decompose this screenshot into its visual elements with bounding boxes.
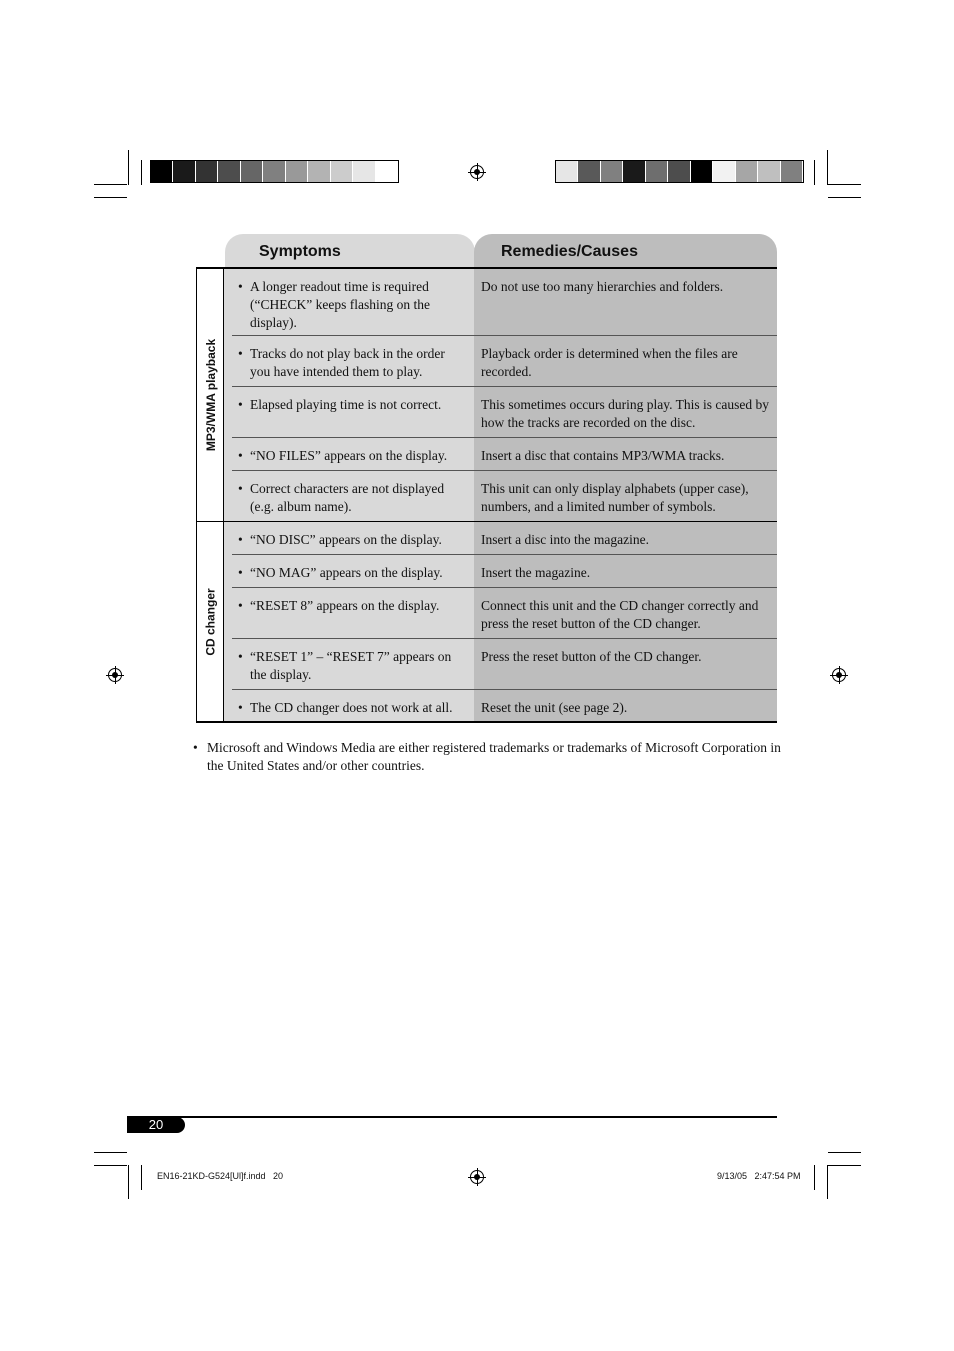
color-swatch bbox=[376, 161, 398, 182]
registration-target-icon bbox=[470, 1170, 484, 1184]
remedy-cell: Press the reset button of the CD changer. bbox=[474, 639, 777, 689]
bullet-icon: • bbox=[238, 481, 243, 496]
remedy-cell: Reset the unit (see page 2). bbox=[474, 690, 777, 721]
remedy-cell: Playback order is determined when the files are recorded. bbox=[474, 336, 777, 386]
color-swatch bbox=[151, 161, 173, 182]
remedy-cell: This unit can only display alphabets (upper case), numbers, and a limited number of symbols. bbox=[474, 471, 777, 521]
color-swatch bbox=[263, 161, 285, 182]
crop-mark bbox=[94, 184, 127, 185]
bullet-icon: • bbox=[238, 279, 243, 294]
color-swatch bbox=[713, 161, 735, 182]
color-swatch bbox=[353, 161, 375, 182]
symptom-cell bbox=[232, 269, 474, 335]
bullet-icon: • bbox=[238, 598, 243, 613]
bullet-icon: • bbox=[238, 565, 243, 580]
bullet-icon: • bbox=[238, 532, 243, 547]
table-row bbox=[232, 555, 777, 587]
crop-mark bbox=[128, 150, 129, 185]
crop-mark bbox=[141, 160, 142, 185]
color-swatch bbox=[173, 161, 195, 182]
color-swatch bbox=[241, 161, 263, 182]
crop-mark bbox=[94, 197, 127, 198]
symptom-text: “NO FILES” appears on the display. bbox=[250, 448, 448, 463]
bullet-icon: • bbox=[238, 397, 243, 412]
symptom-text: A longer readout time is required (“CHECK” keeps flashing on the display). bbox=[250, 279, 430, 330]
symptom-cell bbox=[232, 588, 474, 638]
symptom-text: “NO MAG” appears on the display. bbox=[250, 565, 443, 580]
section-label-text: CD changer bbox=[204, 587, 219, 656]
remedy-cell: Insert a disc that contains MP3/WMA tracks. bbox=[474, 438, 777, 470]
symptom-cell bbox=[232, 555, 474, 587]
crop-mark bbox=[828, 1152, 861, 1153]
bullet-icon: • bbox=[238, 649, 243, 664]
symptom-cell bbox=[232, 690, 474, 721]
symptom-cell bbox=[232, 438, 474, 470]
crop-mark bbox=[828, 184, 861, 185]
remedy-cell: This sometimes occurs during play. This is caused by how the tracks are recorded on the disc. bbox=[474, 387, 777, 437]
table-row bbox=[232, 588, 777, 638]
remedy-cell: Connect this unit and the CD changer correctly and press the reset button of the CD changer. bbox=[474, 588, 777, 638]
crop-mark bbox=[827, 1165, 828, 1199]
registration-target-icon bbox=[832, 668, 846, 682]
table-filler bbox=[224, 269, 232, 721]
table-row bbox=[232, 639, 777, 689]
color-swatch bbox=[623, 161, 645, 182]
section-label-cd-changer bbox=[197, 522, 225, 721]
footer-rule bbox=[127, 1116, 777, 1118]
remedies-header: Remedies/Causes bbox=[474, 234, 777, 268]
crop-mark bbox=[94, 1165, 127, 1166]
table-row bbox=[232, 438, 777, 470]
table-row bbox=[232, 522, 777, 554]
symptom-text: Elapsed playing time is not correct. bbox=[250, 397, 442, 412]
crop-mark bbox=[828, 197, 861, 198]
color-swatch bbox=[556, 161, 578, 182]
bullet-icon: • bbox=[238, 700, 243, 715]
page-number: 20 bbox=[127, 1117, 185, 1133]
symptoms-header: Symptoms bbox=[225, 234, 475, 268]
registration-target-icon bbox=[108, 668, 122, 682]
color-swatch bbox=[196, 161, 218, 182]
symptom-cell bbox=[232, 387, 474, 437]
symptom-cell bbox=[232, 522, 474, 554]
color-swatch bbox=[578, 161, 600, 182]
color-swatch bbox=[758, 161, 780, 182]
crop-mark bbox=[94, 1152, 127, 1153]
table-row bbox=[232, 387, 777, 437]
symptom-text: “RESET 8” appears on the display. bbox=[250, 598, 440, 613]
color-swatch bbox=[331, 161, 353, 182]
section-label-text: MP3/WMA playback bbox=[204, 338, 218, 452]
registration-target-icon bbox=[470, 165, 484, 179]
bullet-icon: • bbox=[238, 448, 243, 463]
color-calibration-bar bbox=[150, 160, 399, 183]
table-row bbox=[232, 690, 777, 721]
symptom-cell bbox=[232, 471, 474, 521]
bullet-icon: • bbox=[238, 346, 243, 361]
color-swatch bbox=[691, 161, 713, 182]
crop-mark bbox=[827, 150, 828, 185]
symptom-text: “NO DISC” appears on the display. bbox=[250, 532, 442, 547]
trademark-footnote bbox=[193, 739, 783, 775]
section-label-mp3-wma bbox=[197, 269, 225, 521]
table-row bbox=[232, 269, 777, 335]
slug-timestamp: 9/13/05 2:47:54 PM bbox=[717, 1171, 801, 1181]
crop-mark bbox=[141, 1165, 142, 1190]
symptom-cell bbox=[232, 639, 474, 689]
remedy-cell: Insert the magazine. bbox=[474, 555, 777, 587]
crop-mark bbox=[814, 160, 815, 185]
bullet-icon: • bbox=[193, 740, 198, 755]
crop-mark bbox=[128, 1165, 129, 1199]
footnote-text: Microsoft and Windows Media are either registered trademarks or trademarks of Microsoft Corporation in the United States and/or other countries. bbox=[207, 740, 781, 773]
slug-filename: EN16-21KD-G524[Ul]f.indd 20 bbox=[157, 1171, 284, 1181]
color-swatch bbox=[736, 161, 758, 182]
symptom-text: Correct characters are not displayed (e.g. album name). bbox=[250, 481, 445, 514]
symptom-text: “RESET 1” – “RESET 7” appears on the display. bbox=[250, 649, 452, 682]
crop-mark bbox=[814, 1165, 815, 1190]
remedy-cell: Insert a disc into the magazine. bbox=[474, 522, 777, 554]
color-calibration-bar bbox=[555, 160, 804, 183]
color-swatch bbox=[308, 161, 330, 182]
symptom-text: The CD changer does not work at all. bbox=[250, 700, 453, 715]
color-swatch bbox=[646, 161, 668, 182]
table-row bbox=[232, 336, 777, 386]
symptom-cell bbox=[232, 336, 474, 386]
remedy-cell: Do not use too many hierarchies and folders. bbox=[474, 269, 777, 335]
color-swatch bbox=[668, 161, 690, 182]
color-swatch bbox=[286, 161, 308, 182]
table-row bbox=[232, 471, 777, 521]
color-swatch bbox=[218, 161, 240, 182]
symptom-text: Tracks do not play back in the order you have intended them to play. bbox=[250, 346, 445, 379]
crop-mark bbox=[828, 1165, 861, 1166]
color-swatch bbox=[781, 161, 803, 182]
color-swatch bbox=[601, 161, 623, 182]
